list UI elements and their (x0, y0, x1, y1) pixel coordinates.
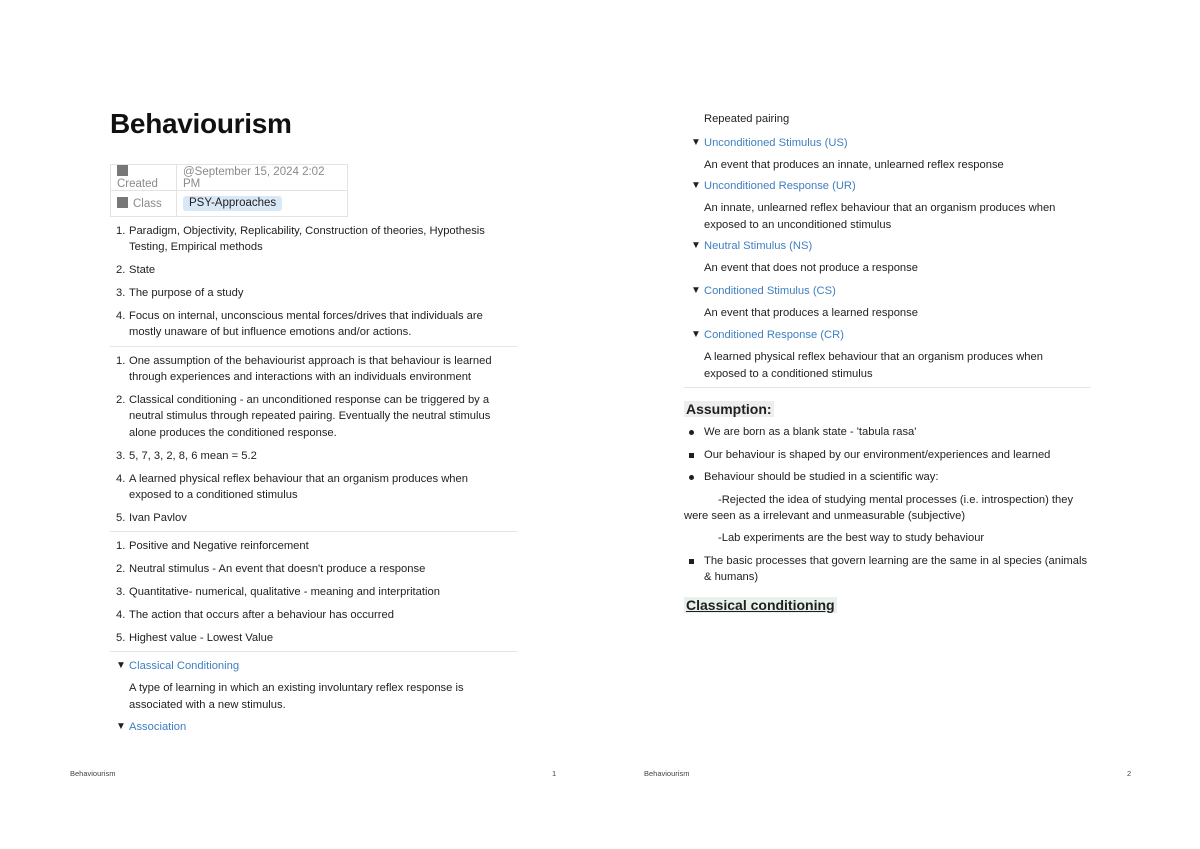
list-item: 1. Paradigm, Objectivity, Replicability, Construction of theories, Hypothesis Testing, Empirical methods (116, 225, 485, 254)
toggle-unconditioned-stimulus (685, 135, 1085, 174)
list-item: 5. Ivan Pavlov (116, 511, 187, 524)
property-row-class (111, 191, 348, 217)
classical-conditioning-heading: Classical conditioning (686, 597, 835, 613)
toggle-header[interactable]: ▼ Unconditioned Stimulus (US) (685, 135, 1085, 151)
toggle-body: An event that produces a learned response (704, 307, 918, 320)
footer-page-number: 2 (1127, 769, 1132, 778)
list-item: 1. One assumption of the behaviourist approach is that behaviour is learned through experiences and interactions with an individuals environment (116, 355, 492, 384)
indented-note-2: -Lab experiments are the best way to study behaviour (718, 532, 985, 544)
property-key: Class (133, 198, 162, 210)
divider (110, 346, 517, 347)
toggle-body: An innate, unlearned reflex behaviour that an organism produces when exposed to an unconditioned stimulus (704, 202, 1056, 231)
footer-title: Behaviourism (644, 769, 690, 778)
bullet-square-icon (689, 559, 694, 564)
bullet-dot-icon (689, 430, 694, 435)
divider (684, 387, 1091, 388)
indented-note-1: -Rejected the idea of studying mental processes (i.e. introspection) they were seen as a irrelevant and unmeasurable (subjective) (684, 494, 1074, 523)
property-value[interactable]: @September 15, 2024 2:02 PM (177, 165, 348, 191)
list-item: 5. Highest value - Lowest Value (116, 631, 274, 644)
toggle-association (110, 719, 510, 735)
footer-title: Behaviourism (70, 769, 116, 778)
list-item: 3. The purpose of a study (116, 287, 244, 300)
list-item: 3. Quantitative- numerical, qualitative - meaning and interpritation (116, 585, 440, 598)
assumption-bullets (684, 424, 1094, 492)
footer-page-number: 1 (552, 769, 557, 778)
property-square-icon (117, 165, 128, 176)
numbered-list-2 (110, 353, 510, 533)
toggle-header[interactable]: ▼ Unconditioned Response (UR) (685, 178, 1085, 194)
page-title: Behaviourism (110, 108, 292, 139)
list-item: 2. Classical conditioning - an unconditioned response can be triggered by a neutral stimulus through repeated pairing. Eventually the neutral stimulus alone produces the conditioned response. (116, 394, 491, 439)
triangle-down-icon[interactable]: ▼ (691, 137, 701, 148)
list-item: 3. 5, 7, 3, 2, 8, 6 mean = 5.2 (116, 449, 257, 462)
triangle-down-icon[interactable]: ▼ (116, 660, 126, 671)
numbered-list-1 (110, 223, 510, 347)
toggle-header[interactable]: ▼ Association (110, 719, 510, 735)
toggle-header[interactable]: ▼ Conditioned Response (CR) (685, 327, 1085, 343)
assumption-bullets-2 (684, 553, 1094, 592)
association-body: Repeated pairing (704, 113, 790, 125)
triangle-down-icon[interactable]: ▼ (691, 285, 701, 296)
list-item: Our behaviour is shaped by our environment/experiences and learned (684, 447, 1094, 463)
list-item: 4. A learned physical reflex behaviour that an organism produces when exposed to a conditioned stimulus (116, 472, 468, 501)
toggle-classical-conditioning (110, 658, 510, 713)
property-row-created (111, 165, 348, 191)
toggle-header[interactable]: ▼ Neutral Stimulus (NS) (685, 238, 1085, 254)
divider (110, 651, 517, 652)
property-square-icon (117, 197, 128, 208)
class-tag[interactable]: PSY-Approaches (183, 196, 282, 211)
list-item: 2. State (116, 264, 156, 277)
list-item: We are born as a blank state - 'tabula rasa' (684, 424, 1094, 440)
toggle-body: An event that produces an innate, unlearned reflex response (704, 159, 1004, 172)
toggle-header[interactable]: ▼ Conditioned Stimulus (CS) (685, 283, 1085, 299)
property-key: Created (117, 178, 158, 190)
toggle-unconditioned-response (685, 178, 1085, 233)
assumption-heading: Assumption: (686, 401, 772, 417)
toggle-conditioned-response (685, 327, 1085, 382)
toggle-header[interactable]: ▼ Classical Conditioning (110, 658, 510, 674)
list-item: 1. Positive and Negative reinforcement (116, 540, 309, 552)
triangle-down-icon[interactable]: ▼ (691, 180, 701, 191)
divider (110, 531, 517, 532)
triangle-down-icon[interactable]: ▼ (691, 329, 701, 340)
properties-table (110, 164, 348, 217)
bullet-dot-icon (689, 475, 694, 480)
list-item: Behaviour should be studied in a scientific way: (684, 469, 1094, 485)
bullet-square-icon (689, 453, 694, 458)
document-page-2 (600, 0, 1200, 849)
triangle-down-icon[interactable]: ▼ (116, 721, 126, 732)
list-item: 2. Neutral stimulus - An event that doesn't produce a response (116, 562, 426, 575)
toggle-body: A type of learning in which an existing involuntary reflex response is associated with a new stimulus. (129, 682, 464, 711)
toggle-body: An event that does not produce a response (704, 262, 918, 275)
numbered-list-3 (110, 538, 510, 652)
list-item: 4. The action that occurs after a behaviour has occurred (116, 608, 394, 621)
toggle-conditioned-stimulus (685, 283, 1085, 322)
list-item: 4. Focus on internal, unconscious mental forces/drives that individuals are mostly unaware of but influence emotions and/or actions. (116, 309, 483, 339)
toggle-neutral-stimulus (685, 238, 1085, 277)
list-item: The basic processes that govern learning are the same in al species (animals & humans) (684, 553, 1094, 586)
triangle-down-icon[interactable]: ▼ (691, 240, 701, 251)
toggle-body: A learned physical reflex behaviour that an organism produces when exposed to a conditioned stimulus (704, 351, 1043, 380)
